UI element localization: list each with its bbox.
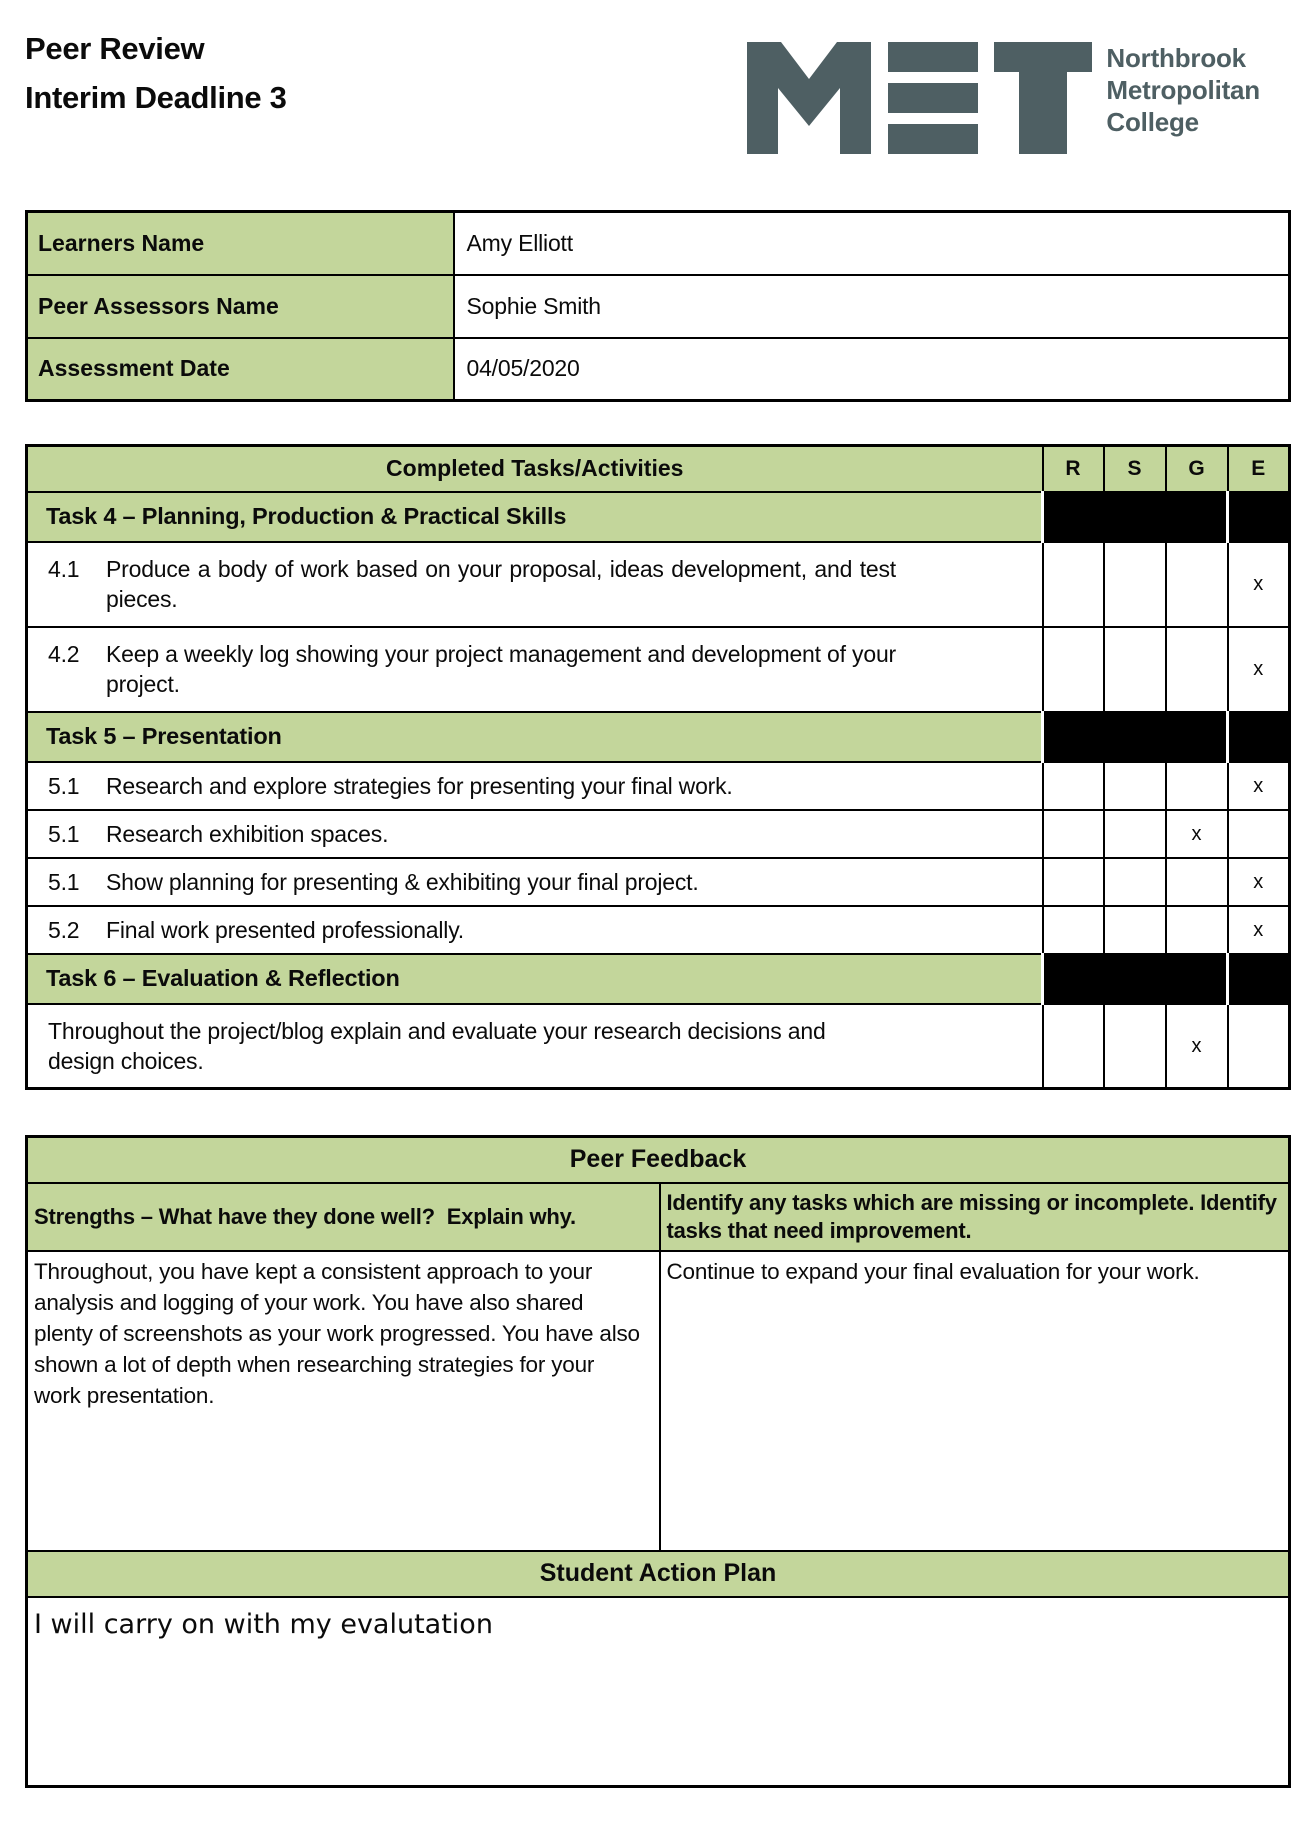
learner-name-value: Amy Elliott [454, 212, 1290, 275]
mark-4-1-g [1166, 542, 1228, 627]
mark-5-1c-s [1104, 858, 1166, 906]
document-title-line-1: Peer Review [25, 31, 205, 66]
met-logo-icon [747, 42, 1092, 154]
action-plan-text: I will carry on with my evalutation [27, 1597, 1290, 1787]
task4-black-cell-s [1104, 492, 1166, 542]
task-5-1c-cell [27, 858, 1043, 906]
task-5-1a-number: 5.1 [48, 772, 80, 799]
grade-col-g: G [1166, 446, 1228, 492]
peer-feedback-body-row [27, 1251, 1290, 1551]
mark-5-1c-g [1166, 858, 1228, 906]
peer-assessor-label: Peer Assessors Name [27, 275, 454, 338]
mark-throughout-g: x [1166, 1004, 1228, 1089]
task-4-2-text: Keep a weekly log showing your project management and development of your project. [106, 641, 896, 697]
task-throughout-cell [27, 1004, 1043, 1089]
task-5-1b-number: 5.1 [48, 820, 80, 847]
task4-section-label: Task 4 – Planning, Production & Practical Skills [27, 492, 1043, 542]
task-5-1b-cell [27, 810, 1043, 858]
completed-tasks-table [25, 444, 1291, 1090]
mark-4-2-s [1104, 627, 1166, 712]
task-4-2-cell [27, 627, 1043, 712]
mark-5-1a-e: x [1228, 762, 1290, 810]
issues-header: Identify any tasks which are missing or incomplete. Identify tasks that need improvement. [660, 1183, 1290, 1251]
task-item-row-5-1c [27, 858, 1290, 906]
assessment-date-label: Assessment Date [27, 338, 454, 401]
task4-black-cell-e [1228, 492, 1290, 542]
task-4-1-cell [27, 542, 1043, 627]
college-name-line-2: Metropolitan [1106, 75, 1260, 105]
mark-5-2-g [1166, 906, 1228, 954]
tasks-header-row [27, 446, 1290, 492]
task-throughout-text: Throughout the project/blog explain and evaluate your research decisions and design choices. [48, 1017, 826, 1074]
mark-5-1b-r [1043, 810, 1104, 858]
task-5-2-number: 5.2 [48, 916, 80, 943]
action-plan-body-row [27, 1597, 1290, 1787]
college-logo [747, 42, 1260, 154]
peer-feedback-title: Peer Feedback [27, 1137, 1290, 1183]
issues-text: Continue to expand your final evaluation for your work. [660, 1251, 1290, 1551]
task4-black-cell-r [1043, 492, 1104, 542]
task-4-1-text: Produce a body of work based on your proposal, ideas development, and test pieces. [106, 556, 896, 612]
college-name-line-3: College [1106, 107, 1199, 137]
mark-4-2-g [1166, 627, 1228, 712]
document-title-line-2: Interim Deadline 3 [25, 80, 287, 115]
task6-section-label: Task 6 – Evaluation & Reflection [27, 954, 1043, 1004]
mark-4-2-r [1043, 627, 1104, 712]
task-item-row-5-2 [27, 906, 1290, 954]
mark-throughout-e [1228, 1004, 1290, 1089]
peer-feedback-header-row [27, 1183, 1290, 1251]
task-section-row-task5 [27, 712, 1290, 762]
mark-5-1a-s [1104, 762, 1166, 810]
task-section-row-task6 [27, 954, 1290, 1004]
task6-black-cell-r [1043, 954, 1104, 1004]
grade-col-s: S [1104, 446, 1166, 492]
mark-5-1b-s [1104, 810, 1166, 858]
mark-5-1c-r [1043, 858, 1104, 906]
page-header [0, 0, 1312, 154]
mark-5-1a-g [1166, 762, 1228, 810]
task-item-row-5-1b [27, 810, 1290, 858]
grade-col-e: E [1228, 446, 1290, 492]
mark-5-1c-e: x [1228, 858, 1290, 906]
tasks-header: Completed Tasks/Activities [27, 446, 1043, 492]
task4-black-cell-g [1166, 492, 1228, 542]
mark-4-2-e: x [1228, 627, 1290, 712]
mark-4-1-s [1104, 542, 1166, 627]
mark-4-1-e: x [1228, 542, 1290, 627]
task5-black-cell-e [1228, 712, 1290, 762]
mark-5-2-e: x [1228, 906, 1290, 954]
strengths-text: Throughout, you have kept a consistent approach to your analysis and logging of your work. You have also shared plenty of screenshots as your work progressed. You have also shown a lot of depth when researching strategies for your work presentation. [27, 1251, 660, 1551]
task-4-1-number: 4.1 [48, 556, 80, 582]
learner-name-label: Learners Name [27, 212, 454, 275]
task-section-row-task4 [27, 492, 1290, 542]
task-4-2-number: 4.2 [48, 641, 80, 667]
assessment-date-value: 04/05/2020 [454, 338, 1290, 401]
task-5-1b-text: Research exhibition spaces. [106, 820, 389, 847]
task6-black-cell-g [1166, 954, 1228, 1004]
task-item-row-4-2 [27, 627, 1290, 712]
mark-5-1a-r [1043, 762, 1104, 810]
mark-throughout-s [1104, 1004, 1166, 1089]
document-title [25, 24, 287, 122]
strengths-header: Strengths – What have they done well? Explain why. [27, 1183, 660, 1251]
peer-feedback-title-row [27, 1137, 1290, 1183]
task6-black-cell-e [1228, 954, 1290, 1004]
task-item-row-4-1 [27, 542, 1290, 627]
college-name [1106, 42, 1260, 138]
task-5-1c-text: Show planning for presenting & exhibiting your final project. [106, 868, 699, 895]
action-plan-title: Student Action Plan [27, 1551, 1290, 1597]
mark-5-1b-e [1228, 810, 1290, 858]
mark-throughout-r [1043, 1004, 1104, 1089]
task-5-1c-number: 5.1 [48, 868, 80, 895]
task6-black-cell-s [1104, 954, 1166, 1004]
task-5-2-text: Final work presented professionally. [106, 916, 464, 943]
grade-col-r: R [1043, 446, 1104, 492]
learner-info-table [25, 210, 1291, 402]
task-5-1a-cell [27, 762, 1043, 810]
task-5-1a-text: Research and explore strategies for presenting your final work. [106, 772, 733, 799]
mark-5-2-s [1104, 906, 1166, 954]
task-item-row-5-1a [27, 762, 1290, 810]
mark-4-1-r [1043, 542, 1104, 627]
task-item-row-throughout [27, 1004, 1290, 1089]
mark-5-1b-g: x [1166, 810, 1228, 858]
peer-feedback-table [25, 1135, 1291, 1788]
college-name-line-1: Northbrook [1106, 43, 1246, 73]
task5-black-cell-g [1166, 712, 1228, 762]
info-row-date [27, 338, 1290, 401]
info-row-learner [27, 212, 1290, 275]
task5-black-cell-s [1104, 712, 1166, 762]
mark-5-2-r [1043, 906, 1104, 954]
action-plan-title-row [27, 1551, 1290, 1597]
task5-black-cell-r [1043, 712, 1104, 762]
info-row-assessor [27, 275, 1290, 338]
peer-assessor-value: Sophie Smith [454, 275, 1290, 338]
task-5-2-cell [27, 906, 1043, 954]
task5-section-label: Task 5 – Presentation [27, 712, 1043, 762]
